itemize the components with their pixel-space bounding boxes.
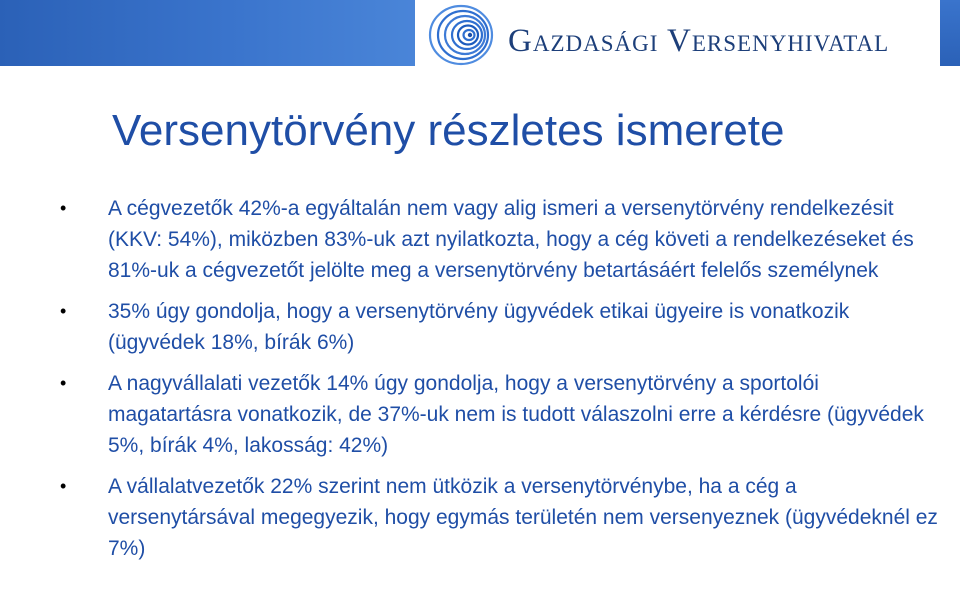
bullet-dot-icon: •: [60, 301, 67, 321]
bullet-text: 35% úgy gondolja, hogy a versenytörvény ügyvédek etikai ügyeire is vonatkozik (ügyvédek 18%, bírák 6%): [108, 300, 850, 354]
bullet-item: [60, 296, 940, 358]
header-color-bar: [0, 0, 415, 66]
spiral-logo-icon: [425, 2, 503, 68]
bullet-list: [60, 193, 940, 574]
bullet-dot-icon: •: [60, 476, 67, 496]
bullet-dot-icon: •: [60, 198, 67, 218]
bullet-dot-icon: •: [60, 373, 67, 393]
slide-title: Versenytörvény részletes ismerete: [112, 106, 785, 155]
bullet-text: A cégvezetők 42%-a egyáltalán nem vagy alig ismeri a versenytörvény rendelkezésit (KKV: 54%), miközben 83%-uk azt nyilatkozta, hogy a cég követi a rendelkezéseket és 81%-uk a cégvezetőt jelölte meg a versenytörvény betartásáért felelős személynek: [108, 197, 914, 282]
bullet-item: [60, 193, 940, 286]
bullet-item: [60, 471, 940, 564]
bullet-item: [60, 368, 940, 461]
bullet-text: A vállalatvezetők 22% szerint nem ütközik a versenytörvénybe, ha a cég a versenytársával megegyezik, hogy egymás területén nem versenyeznek (ügyvédeknél ez 7%): [108, 475, 938, 560]
header-color-bar-right: [940, 0, 960, 66]
logo-wordmark: Gazdasági Versenyhivatal: [508, 23, 890, 59]
bullet-text: A nagyvállalati vezetők 14% úgy gondolja, hogy a versenytörvény a sportolói magatartásra vonatkozik, de 37%-uk nem is tudott válaszolni erre a kérdésre (ügyvédek 5%, bírák 4%, lakosság: 42%): [108, 372, 924, 457]
